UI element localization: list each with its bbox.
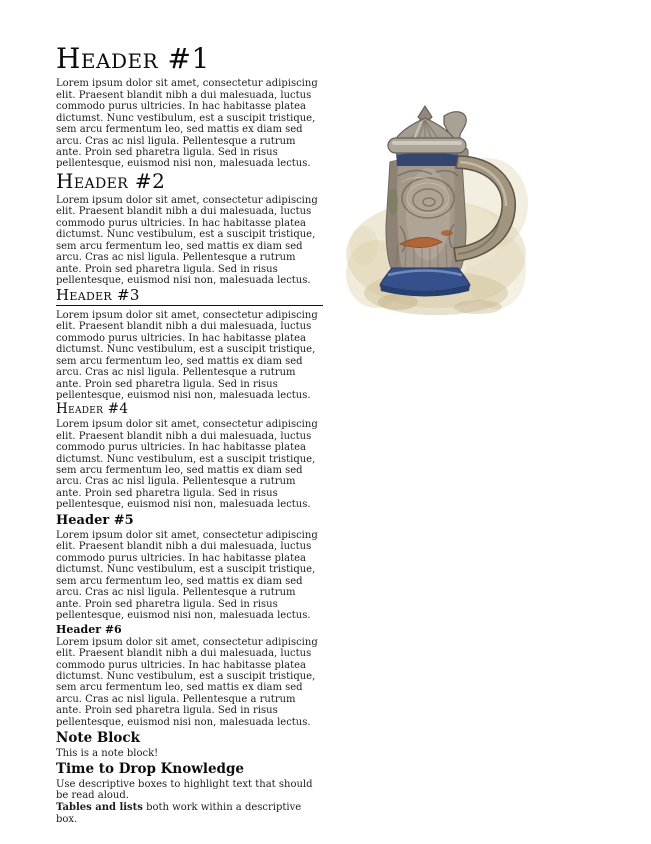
header-4: Header #4 — [56, 401, 129, 418]
paragraph-3: Lorem ipsum dolor sit amet, consectetur adipiscing elit. Praesent blandit nibh a dui malesuada, luctus commodo purus ultricies. In hac habitasse platea dictumst. Nunc vestibulum, est a suscipit tristique, sem arcu fermentum leo, sed mattis ex diam sed arcu. Cras ac nisl ligula. Pellentesque a rutrum ante. Proin sed pharetra ligula. Sed in risus pellentesque, euismod nisi non, malesuada lectus. — [56, 309, 318, 401]
knowledge-line-2-rest: both work within a descriptive box. — [56, 802, 302, 825]
knowledge-line-2 — [56, 802, 323, 825]
stein-body — [386, 159, 466, 270]
header-2: Header #2 — [56, 168, 166, 193]
text-column — [56, 44, 323, 826]
knowledge-title: Time to Drop Knowledge — [56, 761, 245, 778]
paragraph-5: Lorem ipsum dolor sit amet, consectetur adipiscing elit. Praesent blandit nibh a dui malesuada, luctus commodo purus ultricies. In hac habitasse platea dictumst. Nunc vestibulum, est a suscipit tristique, sem arcu fermentum leo, sed mattis ex diam sed arcu. Cras ac nisl ligula. Pellentesque a rutrum ante. Proin sed pharetra ligula. Sed in risus pellentesque, euismod nisi non, malesuada lectus. — [56, 530, 318, 622]
green-accent — [388, 189, 398, 215]
paragraph-6: Lorem ipsum dolor sit amet, consectetur adipiscing elit. Praesent blandit nibh a dui malesuada, luctus commodo purus ultricies. In hac habitasse platea dictumst. Nunc vestibulum, est a suscipit tristique, sem arcu fermentum leo, sed mattis ex diam sed arcu. Cras ac nisl ligula. Pellentesque a rutrum ante. Proin sed pharetra ligula. Sed in risus pellentesque, euismod nisi non, malesuada lectus. — [56, 636, 318, 728]
beer-stein-illustration — [336, 86, 536, 321]
stein-base — [380, 268, 470, 297]
paragraph-4: Lorem ipsum dolor sit amet, consectetur adipiscing elit. Praesent blandit nibh a dui malesuada, luctus commodo purus ultricies. In hac habitasse platea dictumst. Nunc vestibulum, est a suscipit tristique, sem arcu fermentum leo, sed mattis ex diam sed arcu. Cras ac nisl ligula. Pellentesque a rutrum ante. Proin sed pharetra ligula. Sed in risus pellentesque, euismod nisi non, malesuada lectus. — [56, 419, 318, 511]
header-6: Header #6 — [56, 622, 122, 636]
note-block-text: This is a note block! — [56, 747, 159, 759]
knowledge-line-1: Use descriptive boxes to highlight text that should be read aloud. — [56, 778, 313, 802]
header-3: Header #3 — [56, 287, 323, 306]
header-5: Header #5 — [56, 512, 134, 528]
paragraph-1: Lorem ipsum dolor sit amet, consectetur adipiscing elit. Praesent blandit nibh a dui malesuada, luctus commodo purus ultricies. In hac habitasse platea dictumst. Nunc vestibulum, est a suscipit tristique, sem arcu fermentum leo, sed mattis ex diam sed arcu. Cras ac nisl ligula. Pellentesque a rutrum ante. Proin sed pharetra ligula. Sed in risus pellentesque, euismod nisi non, malesuada lectus. — [56, 78, 318, 170]
note-block-title: Note Block — [56, 730, 140, 747]
stein-neck — [388, 138, 466, 166]
header-1: Header #1 — [56, 42, 210, 75]
knowledge-line-2-bold: Tables and lists — [56, 802, 143, 814]
paragraph-2: Lorem ipsum dolor sit amet, consectetur adipiscing elit. Praesent blandit nibh a dui malesuada, luctus commodo purus ultricies. In hac habitasse platea dictumst. Nunc vestibulum, est a suscipit tristique, sem arcu fermentum leo, sed mattis ex diam sed arcu. Cras ac nisl ligula. Pellentesque a rutrum ante. Proin sed pharetra ligula. Sed in risus pellentesque, euismod nisi non, malesuada lectus. — [56, 194, 318, 286]
